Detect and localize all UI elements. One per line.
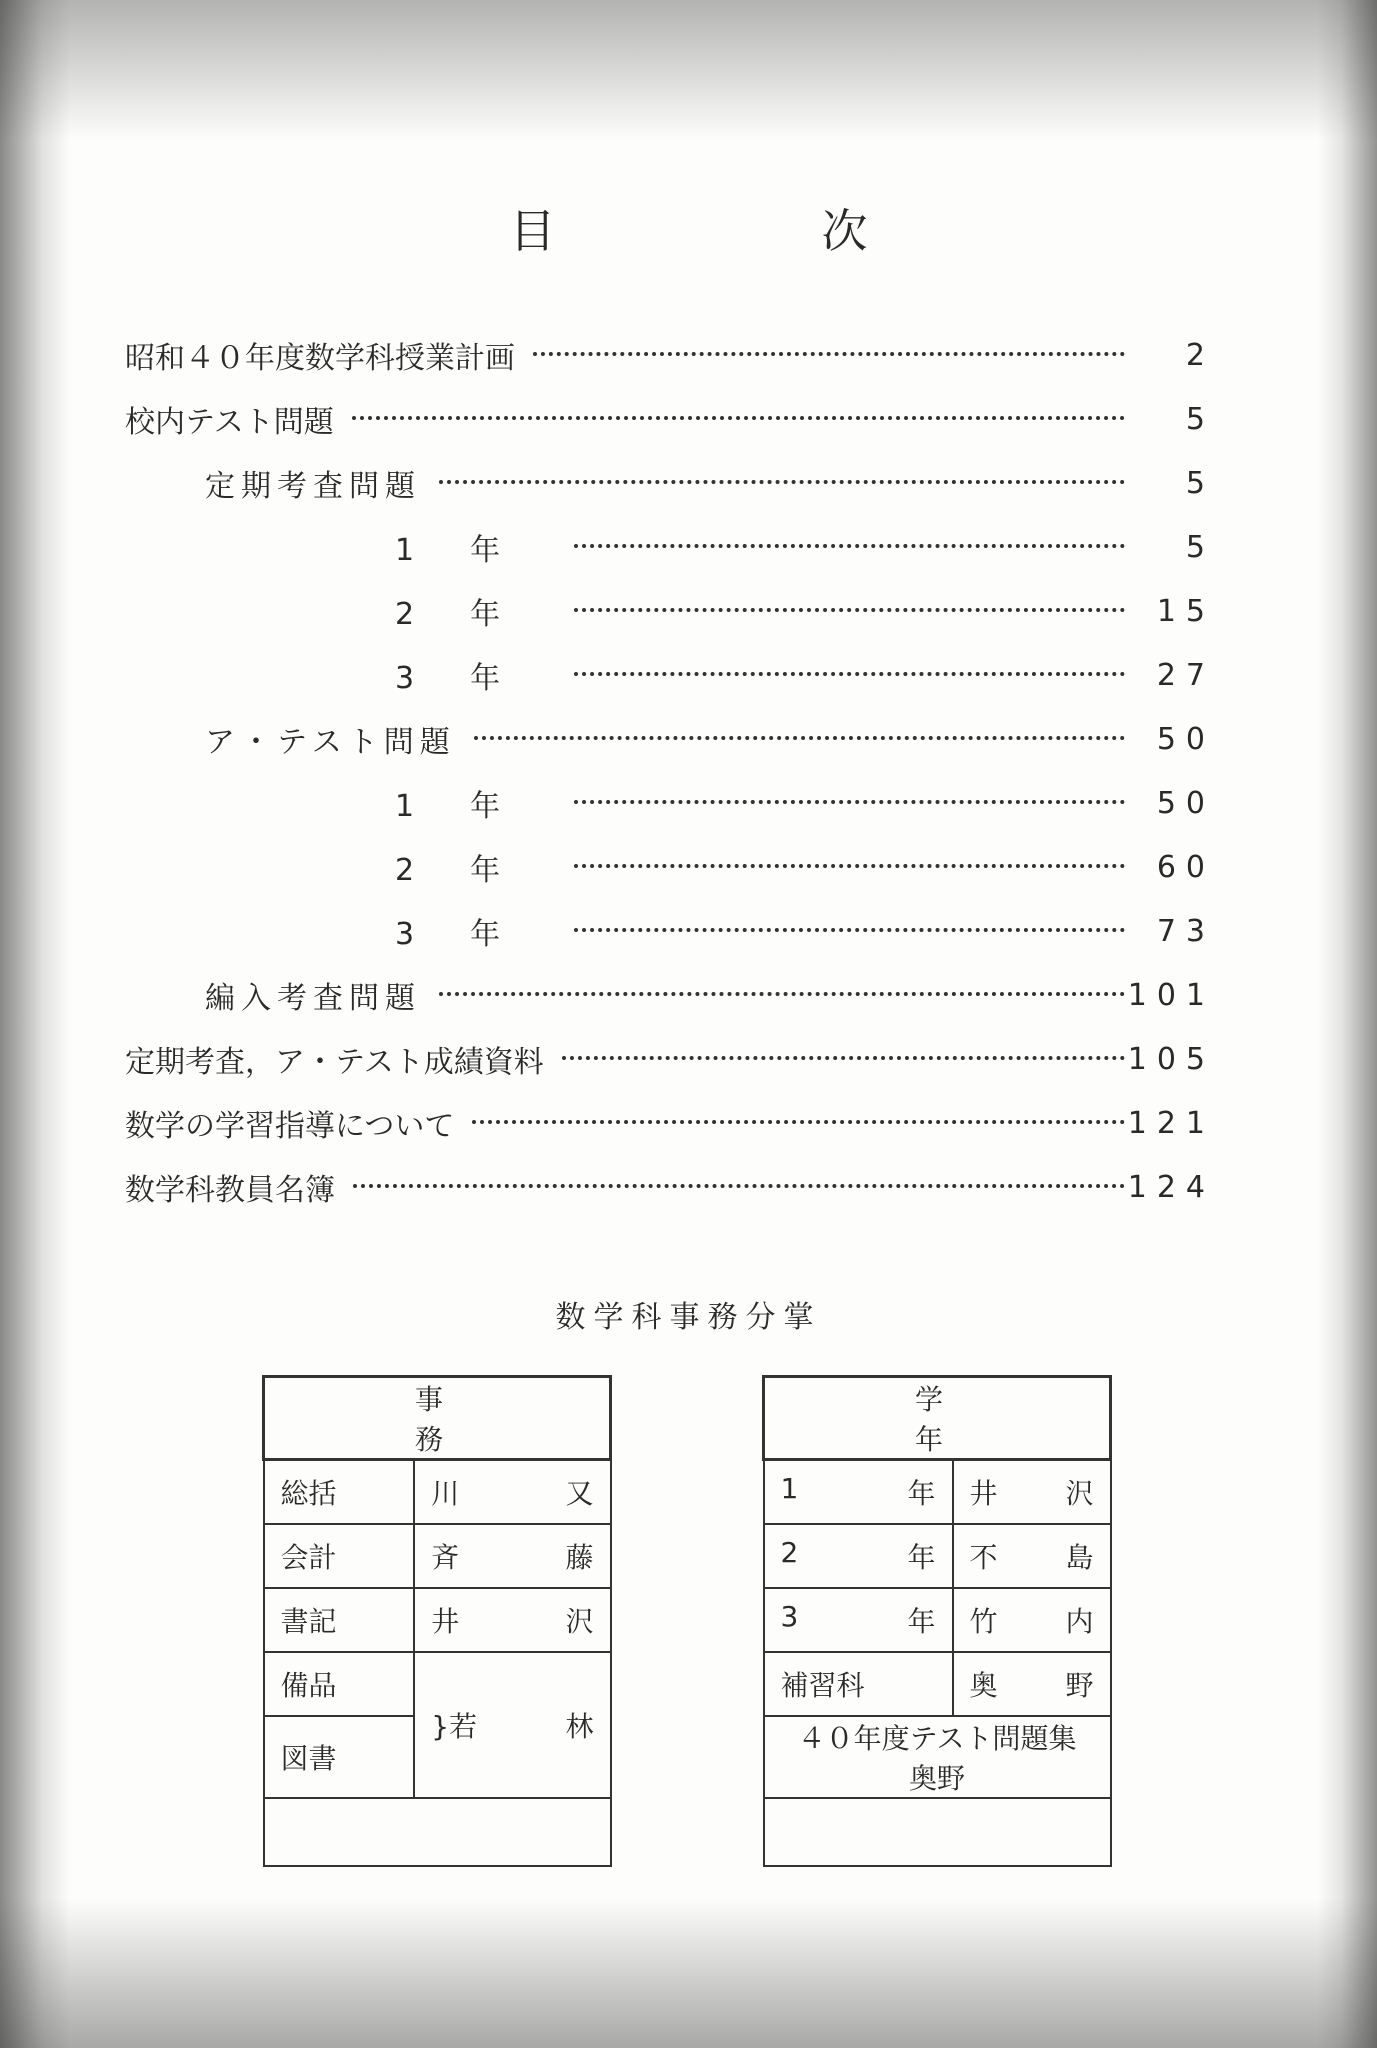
teacher-cell: 井 bbox=[969, 1477, 998, 1510]
toc-label: 定期考査問題 bbox=[205, 469, 421, 504]
toc-label: 3年 bbox=[395, 917, 557, 952]
toc-entry bbox=[125, 973, 1215, 1017]
page-title: 目 次 bbox=[509, 204, 978, 258]
toc-entry bbox=[125, 333, 1215, 377]
table-row-empty bbox=[264, 1798, 1111, 1866]
toc-entry bbox=[125, 1037, 1215, 1081]
toc-entry bbox=[125, 397, 1215, 441]
toc-leader bbox=[352, 416, 1125, 420]
table-header-row bbox=[264, 1377, 1111, 1460]
toc-page: 5 bbox=[1185, 529, 1215, 565]
grade-cell: 3 bbox=[780, 1600, 799, 1633]
table-row: 会計 斉 藤 2 年 不 島 bbox=[264, 1524, 1111, 1588]
grade-cell: 補習科 bbox=[780, 1669, 865, 1702]
toc-leader bbox=[439, 992, 1125, 996]
toc-entry bbox=[125, 461, 1215, 505]
teacher-cell: 不 bbox=[969, 1541, 998, 1574]
toc-label: 数学の学習指導について bbox=[125, 1109, 455, 1144]
toc-label: 昭和４０年度数学科授業計画 bbox=[125, 341, 515, 376]
table-row bbox=[264, 1716, 1111, 1798]
toc-leader bbox=[474, 736, 1125, 740]
grade-cell: 2 bbox=[780, 1536, 799, 1569]
toc-page: 5 bbox=[1185, 401, 1215, 437]
toc-label: ア・テスト問題 bbox=[205, 725, 456, 760]
toc-page: 124 bbox=[1127, 1169, 1215, 1205]
grade-cell: 1 bbox=[780, 1472, 799, 1505]
toc-page: 121 bbox=[1127, 1105, 1215, 1141]
table-row: 総括 川 又 1 年 井 沢 bbox=[264, 1460, 1111, 1525]
toc-label: 数学科教員名簿 bbox=[125, 1173, 335, 1208]
toc-entry bbox=[125, 717, 1215, 761]
duty-cell: 会計 bbox=[280, 1541, 337, 1574]
toc-leader bbox=[574, 608, 1125, 612]
scan-edge-left bbox=[0, 0, 70, 2048]
duty-cell: 備品 bbox=[280, 1669, 337, 1702]
toc-page: 5 bbox=[1185, 465, 1215, 501]
toc-label: 定期考査，ア・テスト成績資料 bbox=[125, 1045, 544, 1080]
toc-leader bbox=[574, 928, 1125, 932]
toc-entry bbox=[125, 525, 1215, 569]
toc-leader bbox=[533, 352, 1125, 356]
toc-leader bbox=[574, 864, 1125, 868]
person-cell: 斉 bbox=[431, 1541, 460, 1574]
toc-entry bbox=[125, 653, 1215, 697]
toc-leader bbox=[353, 1184, 1125, 1188]
header-duty: 事務 bbox=[264, 1377, 611, 1460]
person-cell: 川 bbox=[431, 1477, 460, 1510]
scan-edge-bottom bbox=[0, 1898, 1377, 2048]
toc-leader bbox=[574, 544, 1125, 548]
toc-label: 2年 bbox=[395, 597, 557, 632]
toc-page: 60 bbox=[1156, 849, 1215, 885]
toc-page: 15 bbox=[1156, 593, 1215, 629]
toc-leader bbox=[574, 800, 1125, 804]
toc-entry bbox=[125, 589, 1215, 633]
table-row: 書記 井 沢 3 年 竹 内 bbox=[264, 1588, 1111, 1652]
toc-page: 50 bbox=[1156, 721, 1215, 757]
table-row: 備品 }若 林 補習科 奥 野 bbox=[264, 1652, 1111, 1716]
toc-label: 校内テスト問題 bbox=[125, 405, 334, 440]
toc-leader bbox=[562, 1056, 1125, 1060]
toc-page: 105 bbox=[1127, 1041, 1215, 1077]
duties-title: 数学科事務分掌 bbox=[555, 1300, 822, 1335]
scan-edge-top bbox=[0, 0, 1377, 140]
toc-label: 1年 bbox=[395, 789, 557, 824]
scan-edge-right bbox=[1317, 0, 1377, 2048]
toc-entry bbox=[125, 1101, 1215, 1145]
note-cell: ４０年度テスト問題集 奥野 bbox=[764, 1716, 1111, 1798]
toc-page: 27 bbox=[1156, 657, 1215, 693]
duties-table bbox=[262, 1375, 1112, 1867]
duty-cell: 総括 bbox=[280, 1477, 337, 1510]
toc-leader bbox=[574, 672, 1125, 676]
person-cell: 井 bbox=[431, 1605, 460, 1638]
toc-page: 101 bbox=[1127, 977, 1215, 1013]
header-grade: 学年 bbox=[764, 1377, 1111, 1460]
toc-entry bbox=[125, 781, 1215, 825]
toc-leader bbox=[439, 480, 1125, 484]
toc-page: 73 bbox=[1156, 913, 1215, 949]
toc-entry bbox=[125, 845, 1215, 889]
toc-label: 3年 bbox=[395, 661, 557, 696]
toc-page: 50 bbox=[1156, 785, 1215, 821]
toc-leader bbox=[472, 1120, 1125, 1124]
toc-label: 2年 bbox=[395, 853, 557, 888]
person-cell: }若 bbox=[431, 1710, 478, 1743]
toc-label: 編入考査問題 bbox=[205, 981, 421, 1016]
duty-cell: 図書 bbox=[280, 1742, 337, 1775]
toc-page: 2 bbox=[1185, 337, 1215, 373]
toc-entry bbox=[125, 909, 1215, 953]
toc-label: 1年 bbox=[395, 533, 557, 568]
teacher-cell: 奥 bbox=[969, 1669, 998, 1702]
toc-entry bbox=[125, 1165, 1215, 1209]
teacher-cell: 竹 bbox=[969, 1605, 998, 1638]
duty-cell: 書記 bbox=[280, 1605, 337, 1638]
